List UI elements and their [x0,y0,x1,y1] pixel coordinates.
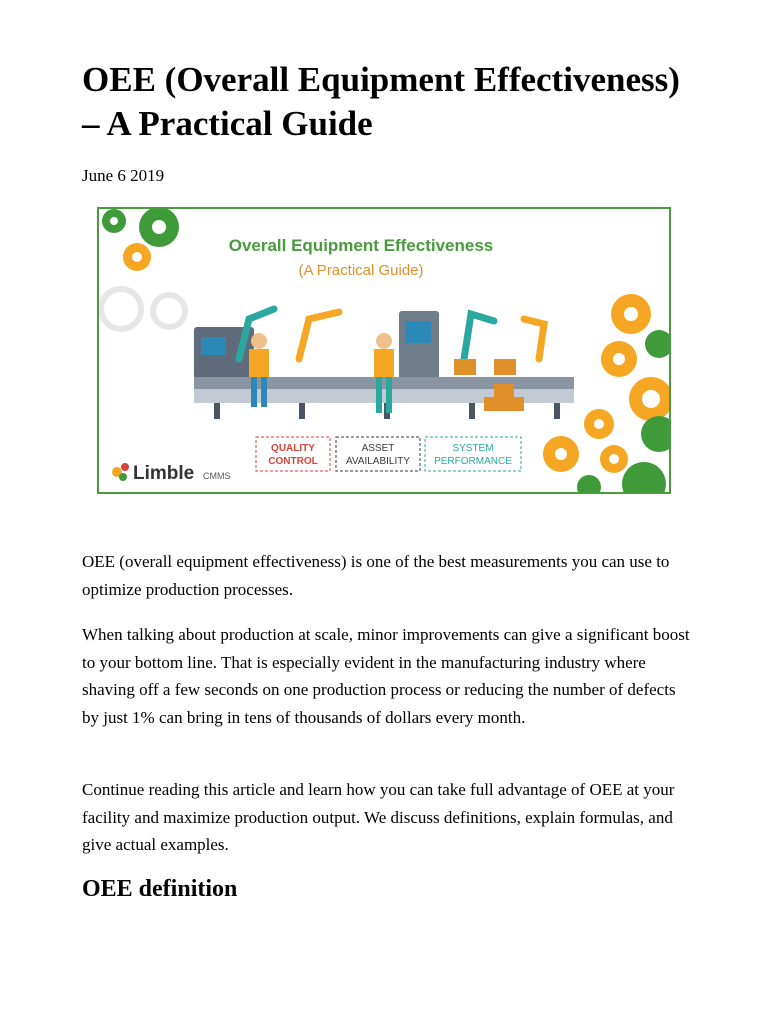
body-paragraph: Continue reading this article and learn how you can take full advantage of OEE at your facility and maximize production output. We discuss definitions, explain formulas, and give actual examples. [82,780,675,854]
tag-system-line2: PERFORMANCE [434,456,512,467]
tag-system-line1: SYSTEM [452,443,494,454]
intro-paragraph: OEE (overall equipment effectiveness) is one of the best measurements you can use to optimize production processes. [82,552,670,599]
banner-headline: Overall Equipment Effectiveness [228,236,494,255]
tag-quality-line1: QUALITY [271,443,315,454]
tag-asset-line1: ASSET [361,443,395,454]
article-title: OEE (Overall Equipment Effectiveness) – A Practical Guide [82,60,680,143]
section-heading: OEE definition [82,876,238,902]
gear-icon [102,209,179,247]
banner-subheadline: (A Practical Guide) [298,262,424,279]
hero-banner-image [97,207,671,494]
brand-suffix: CMMS [203,471,231,481]
body-paragraph: When talking about production at scale, minor improvements can give a significant boost to your bottom line. That is especially evident in the manufacturing industry where shaving off a few seconds on one production process or reducing the number of defects by just 1% can bring in tens of thousands of dollars every month. [82,625,690,727]
tag-quality-line2: CONTROL [268,456,318,467]
brand-name: Limble [133,463,195,484]
publish-date: June 6 2019 [82,166,165,185]
limble-logo-icon [112,463,129,481]
tag-asset-line2: AVAILABILITY [345,456,411,467]
